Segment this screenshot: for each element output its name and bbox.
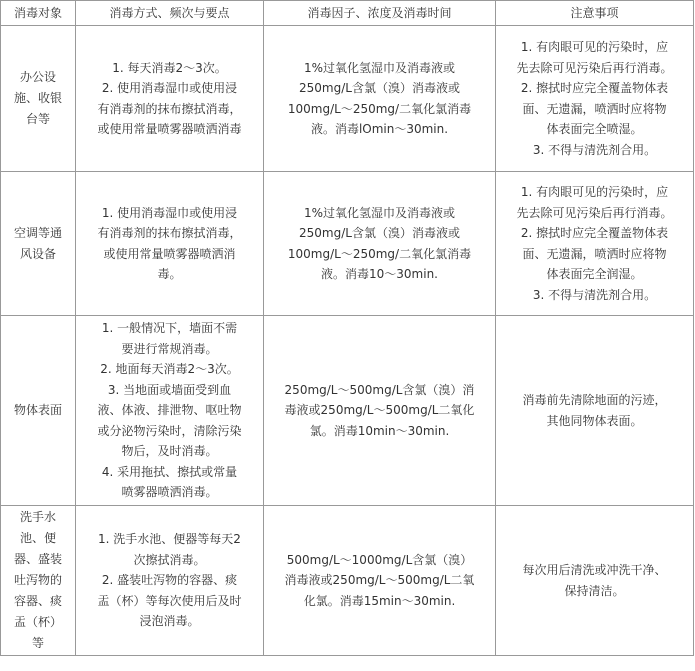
- text-line: 每次用后清洗或冲洗干净、: [522, 563, 667, 577]
- text-line: 100mg/L～250mg/二氧化氯消毒: [287, 101, 472, 116]
- row-object: [1, 316, 76, 506]
- text-line: 台等: [25, 112, 50, 126]
- text-line: 1. 有肉眼可见的污染时，应: [520, 40, 669, 54]
- row-object: [1, 506, 76, 656]
- text-line: 2. 地面每天消毒2～3次。: [100, 362, 239, 377]
- text-line: 面、无遗漏，喷洒时应将物: [522, 246, 667, 261]
- row-method: [76, 316, 264, 506]
- text-line: 浸泡消毒。: [139, 614, 200, 629]
- text-line: 液。消毒lOmin～30min.: [310, 122, 449, 136]
- text-line: 或分泌物污染时，清除污染: [97, 423, 242, 438]
- text-line: 池、便: [19, 531, 56, 545]
- text-line: 4. 采用拖拭、擦拭或常量: [101, 464, 238, 479]
- text-line: 1. 使用消毒湿巾或使用浸: [101, 205, 238, 220]
- text-line: 消毒前先清除地面的污迹，: [522, 393, 667, 407]
- text-line: 保持清洁。: [564, 583, 625, 598]
- text-line: 1. 每天消毒2～3次。: [112, 60, 227, 75]
- row-factor: [264, 172, 496, 316]
- header-row: [1, 1, 694, 26]
- header-object: 消毒对象: [1, 1, 76, 26]
- text-line: 3. 不得与清洗剂合用。: [532, 142, 657, 157]
- text-line: 容器、痰: [13, 594, 62, 608]
- text-line: 等: [31, 636, 44, 650]
- row-factor: [264, 26, 496, 172]
- text-line: 先去除可见污染后再行消毒。: [516, 205, 673, 220]
- text-line: 500mg/L～1000mg/L含氯（溴）: [286, 552, 473, 567]
- text-line: 空调等通: [13, 225, 62, 240]
- text-line: 100mg/L～250mg/二氧化氯消毒: [287, 246, 472, 261]
- text-line: 消毒液或250mg/L～500mg/L二氧: [284, 573, 475, 588]
- text-line: 250mg/L含氯（溴）消毒液或: [299, 226, 460, 240]
- text-line: 物体表面: [13, 403, 62, 417]
- row-notes: [496, 316, 694, 506]
- text-line: 先去除可见污染后再行消毒。: [516, 60, 673, 75]
- text-line: 次擦拭消毒。: [133, 552, 206, 567]
- text-line: 体表面完全润湿。: [546, 267, 643, 281]
- text-line: 毒。: [157, 267, 182, 281]
- text-line: 盂（杯）等每次使用后及时: [97, 593, 242, 608]
- row-factor: [264, 506, 496, 656]
- text-line: 2. 使用消毒湿巾或使用浸: [101, 81, 238, 95]
- text-line: 1. 一般情况下，墙面不需: [101, 321, 238, 336]
- text-line: 3. 当地面或墙面受到血: [107, 382, 232, 397]
- row-notes: [496, 172, 694, 316]
- text-line: 风设备: [19, 246, 56, 261]
- text-line: 2. 盛装吐泻物的容器、痰: [101, 573, 238, 588]
- text-line: 毒液或250mg/L～500mg/L二氧化: [284, 403, 475, 418]
- row-method: [76, 172, 264, 316]
- text-line: 吐泻物的: [13, 573, 62, 587]
- text-line: 氯。消毒10min～30min.: [309, 423, 450, 438]
- text-line: 面、无遗漏，喷洒时应将物: [522, 101, 667, 116]
- header-notes: 注意事项: [496, 1, 694, 26]
- table-row: [1, 26, 694, 172]
- header-factor: 消毒因子、浓度及消毒时间: [264, 1, 496, 26]
- row-method: [76, 506, 264, 656]
- text-line: 或使用常量喷雾器喷洒消毒: [97, 122, 242, 136]
- text-line: 喷雾器喷洒消毒。: [121, 485, 218, 500]
- text-line: 或使用常量喷雾器喷洒消: [103, 246, 236, 261]
- text-line: 3. 不得与清洗剂合用。: [532, 287, 657, 302]
- text-line: 施、收银: [13, 91, 62, 105]
- text-line: 其他同物体表面。: [546, 413, 643, 428]
- row-factor: [264, 316, 496, 506]
- text-line: 液。消毒10～30min.: [321, 267, 438, 281]
- text-line: 有消毒剂的抹布擦拭消毒，: [97, 101, 242, 116]
- table-row: [1, 172, 694, 316]
- text-line: 化氯。消毒15min～30min.: [303, 593, 456, 608]
- text-line: 1. 有肉眼可见的污染时，应: [520, 185, 669, 199]
- text-line: 办公设: [19, 70, 56, 84]
- table-row: [1, 506, 694, 656]
- text-line: 体表面完全喷湿。: [546, 122, 643, 136]
- row-notes: [496, 506, 694, 656]
- text-line: 1. 洗手水池、便器等每天2: [98, 532, 241, 547]
- text-line: 要进行常规消毒。: [121, 341, 218, 356]
- text-line: 物后，及时消毒。: [121, 444, 218, 459]
- text-line: 250mg/L～500mg/L含氯（溴）消: [284, 382, 475, 397]
- text-line: 1%过氧化氢湿巾及消毒液或: [303, 205, 456, 220]
- text-line: 2. 擦拭时应完全覆盖物体表: [520, 81, 669, 95]
- text-line: 盂（杯）: [13, 615, 62, 629]
- text-line: 2. 擦拭时应完全覆盖物体表: [520, 226, 669, 240]
- text-line: 洗手水: [19, 510, 56, 524]
- row-object: [1, 26, 76, 172]
- table-row: [1, 316, 694, 506]
- row-object: [1, 172, 76, 316]
- text-line: 器、盛装: [13, 552, 62, 566]
- header-method: 消毒方式、频次与要点: [76, 1, 264, 26]
- text-line: 250mg/L含氯（溴）消毒液或: [299, 81, 460, 95]
- row-notes: [496, 26, 694, 172]
- row-method: [76, 26, 264, 172]
- text-line: 有消毒剂的抹布擦拭消毒，: [97, 226, 242, 240]
- text-line: 液、体液、排泄物、呕吐物: [97, 403, 242, 418]
- text-line: 1%过氧化氢湿巾及消毒液或: [303, 60, 456, 75]
